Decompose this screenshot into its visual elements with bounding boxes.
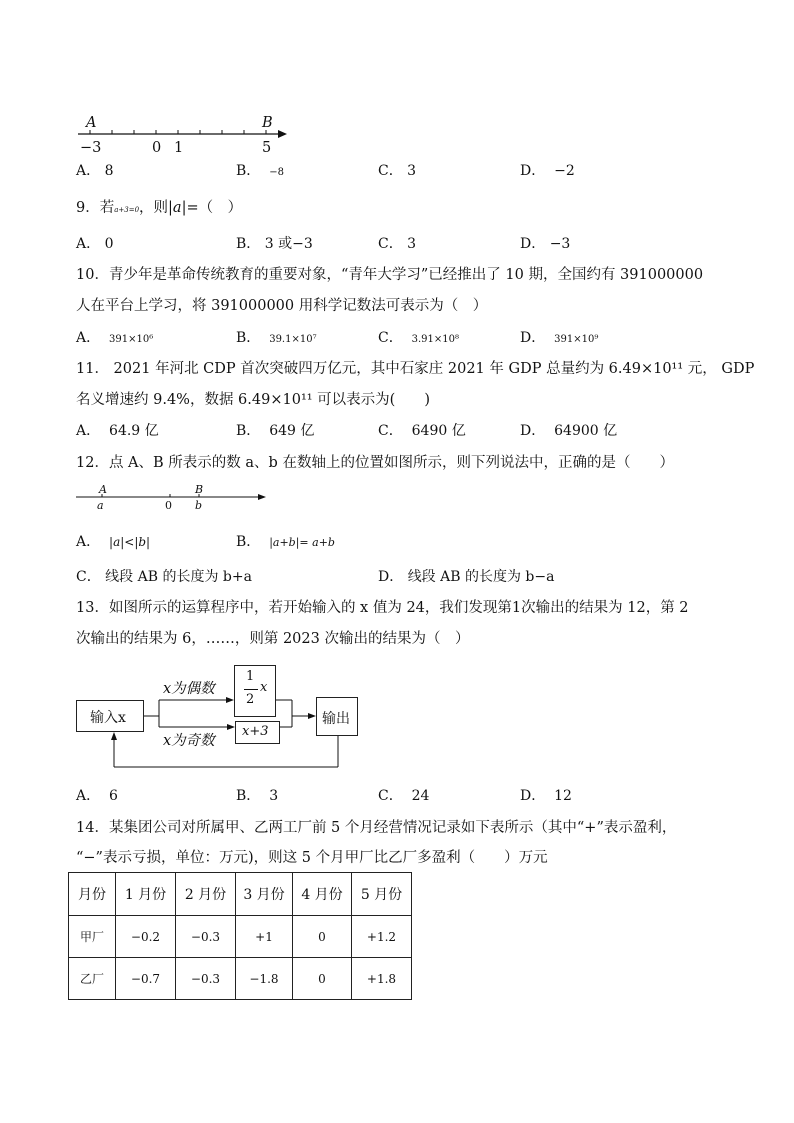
table-header-cell: 1 月份 (116, 873, 176, 916)
option-text: 64.9 亿 (109, 423, 159, 439)
q9-stem-mid: ，则 (139, 200, 169, 216)
q9-stem-suffix: =（ ） (186, 200, 243, 216)
option-text: 3 (407, 236, 417, 252)
q13-stem-line1: 13．如图所示的运算程序中，若开始输入的 x 值为 24，我们发现第1次输出的结果为 12，第 2 (76, 600, 689, 616)
option-letter: D． (520, 163, 546, 179)
q13-half-variable: x (260, 680, 268, 695)
q13-output-box (316, 697, 358, 736)
q14-stem-line2: “−”表示亏损，单位：万元)，则这 5 个月甲厂比乙厂多盈利（ ）万元 (76, 850, 548, 866)
option-text: 12 (554, 788, 572, 804)
table-cell: +1 (236, 916, 293, 958)
q11-stem-line1: 11． 2021 年河北 CDP 首次突破四万亿元，其中石家庄 2021 年 GDP 总量约为 6.49×10¹¹ 元， GDP (76, 361, 755, 377)
option-letter: C． (378, 163, 403, 179)
q8-tick-5: 5 (262, 140, 272, 156)
option-letter: B． (236, 534, 261, 550)
table-cell: −0.7 (116, 958, 176, 1000)
option-letter: D． (520, 330, 546, 346)
option-text: 3 (269, 788, 279, 804)
table-cell: −1.8 (236, 958, 293, 1000)
option-text: 64900 亿 (554, 423, 618, 439)
option-text: 391×10⁶ (109, 334, 154, 345)
q13-plus3-label: x+3 (242, 724, 269, 739)
table-cell: 0 (293, 958, 352, 1000)
q13-stem-line2: 次输出的结果为 6，……，则第 2023 次输出的结果为（ ） (76, 631, 470, 647)
q13-fraction-bar (244, 689, 258, 690)
option-letter: C． (378, 236, 403, 252)
table-row-label: 乙厂 (69, 958, 116, 1000)
table-row-label: 甲厂 (69, 916, 116, 958)
option-letter: D． (520, 236, 546, 252)
table-cell: +1.2 (352, 916, 412, 958)
q13-odd-label: x为奇数 (163, 733, 215, 749)
table-header-cell: 2 月份 (176, 873, 236, 916)
q13-plus3-box (235, 721, 280, 744)
option-text: −3 (549, 236, 571, 252)
q10-stem-line1: 10．青少年是革命传统教育的重要对象，“青年大学习”已经推出了 10 期，全国约有 391000000 (76, 267, 704, 283)
table-header-row (69, 873, 412, 916)
option-letter: A． (76, 534, 101, 550)
table-row (69, 958, 412, 1000)
option-text: 0 (104, 236, 114, 252)
option-text: 8 (104, 163, 114, 179)
option-letter: A． (76, 423, 101, 439)
q13-option-b[interactable] (236, 787, 278, 805)
option-letter: C． (378, 423, 403, 439)
q14-stem-line1: 14．某集团公司对所属甲、乙两工厂前 5 个月经营情况记录如下表所示（其中“+”表示盈利， (76, 820, 677, 836)
q13-half-numerator: 1 (246, 669, 255, 684)
q12-label-a: a (97, 499, 104, 512)
option-letter: A． (76, 236, 101, 252)
table-cell: +1.8 (352, 958, 412, 1000)
option-text: 6 (109, 788, 118, 804)
q12-tick-0: 0 (165, 499, 172, 512)
table-cell: −0.2 (116, 916, 176, 958)
q8-tick-1: 1 (174, 140, 184, 156)
option-text: 6490 亿 (411, 423, 466, 439)
q8-point-b: B (262, 115, 273, 131)
option-text: 线段 AB 的长度为 b−a (407, 569, 555, 585)
table-row (69, 916, 412, 958)
option-letter: D． (520, 423, 546, 439)
option-letter: A． (76, 788, 101, 804)
q8-point-a: A (86, 115, 97, 131)
option-text: −2 (554, 163, 575, 179)
option-letter: C． (76, 569, 101, 585)
table-cell: −0.3 (176, 916, 236, 958)
q9-abs-expr: |a| (168, 200, 187, 216)
option-letter: B． (236, 330, 261, 346)
option-letter: B． (236, 423, 261, 439)
option-text: 391×10⁹ (554, 334, 599, 345)
option-text: 线段 AB 的长度为 b+a (105, 569, 252, 585)
q13-option-c[interactable] (378, 787, 429, 805)
q9-stem-prefix: 9．若 (76, 200, 115, 216)
q13-option-d[interactable] (520, 787, 572, 805)
q13-input-label: 输入x (90, 710, 126, 726)
option-letter: D． (520, 788, 546, 804)
option-text: 3.91×10⁸ (411, 334, 460, 345)
q12-point-b: B (195, 483, 204, 496)
q9-condition: a+3=0 (114, 206, 140, 214)
q8-tick-0: 0 (152, 140, 162, 156)
table-cell: −0.3 (176, 958, 236, 1000)
option-letter: B． (236, 788, 261, 804)
q13-option-a[interactable] (76, 787, 118, 805)
option-text: 3 或−3 (264, 236, 313, 252)
q13-half-box (234, 665, 276, 717)
option-letter: D． (378, 569, 404, 585)
table-cell: 0 (293, 916, 352, 958)
option-text: 649 亿 (269, 423, 315, 439)
q13-half-denominator: 2 (246, 692, 255, 707)
q13-even-label: x为偶数 (163, 681, 215, 697)
option-text: 24 (411, 788, 430, 804)
option-letter: B． (236, 163, 261, 179)
table-header-cell: 4 月份 (293, 873, 352, 916)
table-header-cell: 月份 (69, 873, 116, 916)
option-letter: A． (76, 163, 101, 179)
option-text: −8 (269, 167, 284, 178)
q8-tick-neg3: −3 (80, 140, 102, 156)
table-header-cell: 5 月份 (352, 873, 412, 916)
q12-stem: 12．点 A、B 所表示的数 a、b 在数轴上的位置如图所示，则下列说法中，正确的是（ ） (76, 455, 674, 471)
option-text: |a+b|= a+b (269, 536, 335, 549)
option-text: 3 (407, 163, 417, 179)
option-text: 39.1×10⁷ (269, 334, 317, 345)
table-header-cell: 3 月份 (236, 873, 293, 916)
option-letter: C． (378, 788, 403, 804)
q14-profit-table (68, 872, 412, 1000)
q13-input-box (76, 700, 144, 732)
option-letter: B． (236, 236, 261, 252)
q12-label-b: b (195, 499, 203, 512)
q10-stem-line2: 人在平台上学习，将 391000000 用科学记数法可表示为（ ） (76, 298, 488, 314)
option-letter: C． (378, 330, 403, 346)
option-letter: A． (76, 330, 101, 346)
q11-stem-line2: 名义增速约 9.4%，数据 6.49×10¹¹ 可以表示为( ) (76, 392, 430, 408)
option-text: |a|<|b| (109, 535, 151, 549)
q12-point-a: A (99, 483, 107, 496)
q13-output-label: 输出 (322, 711, 350, 727)
